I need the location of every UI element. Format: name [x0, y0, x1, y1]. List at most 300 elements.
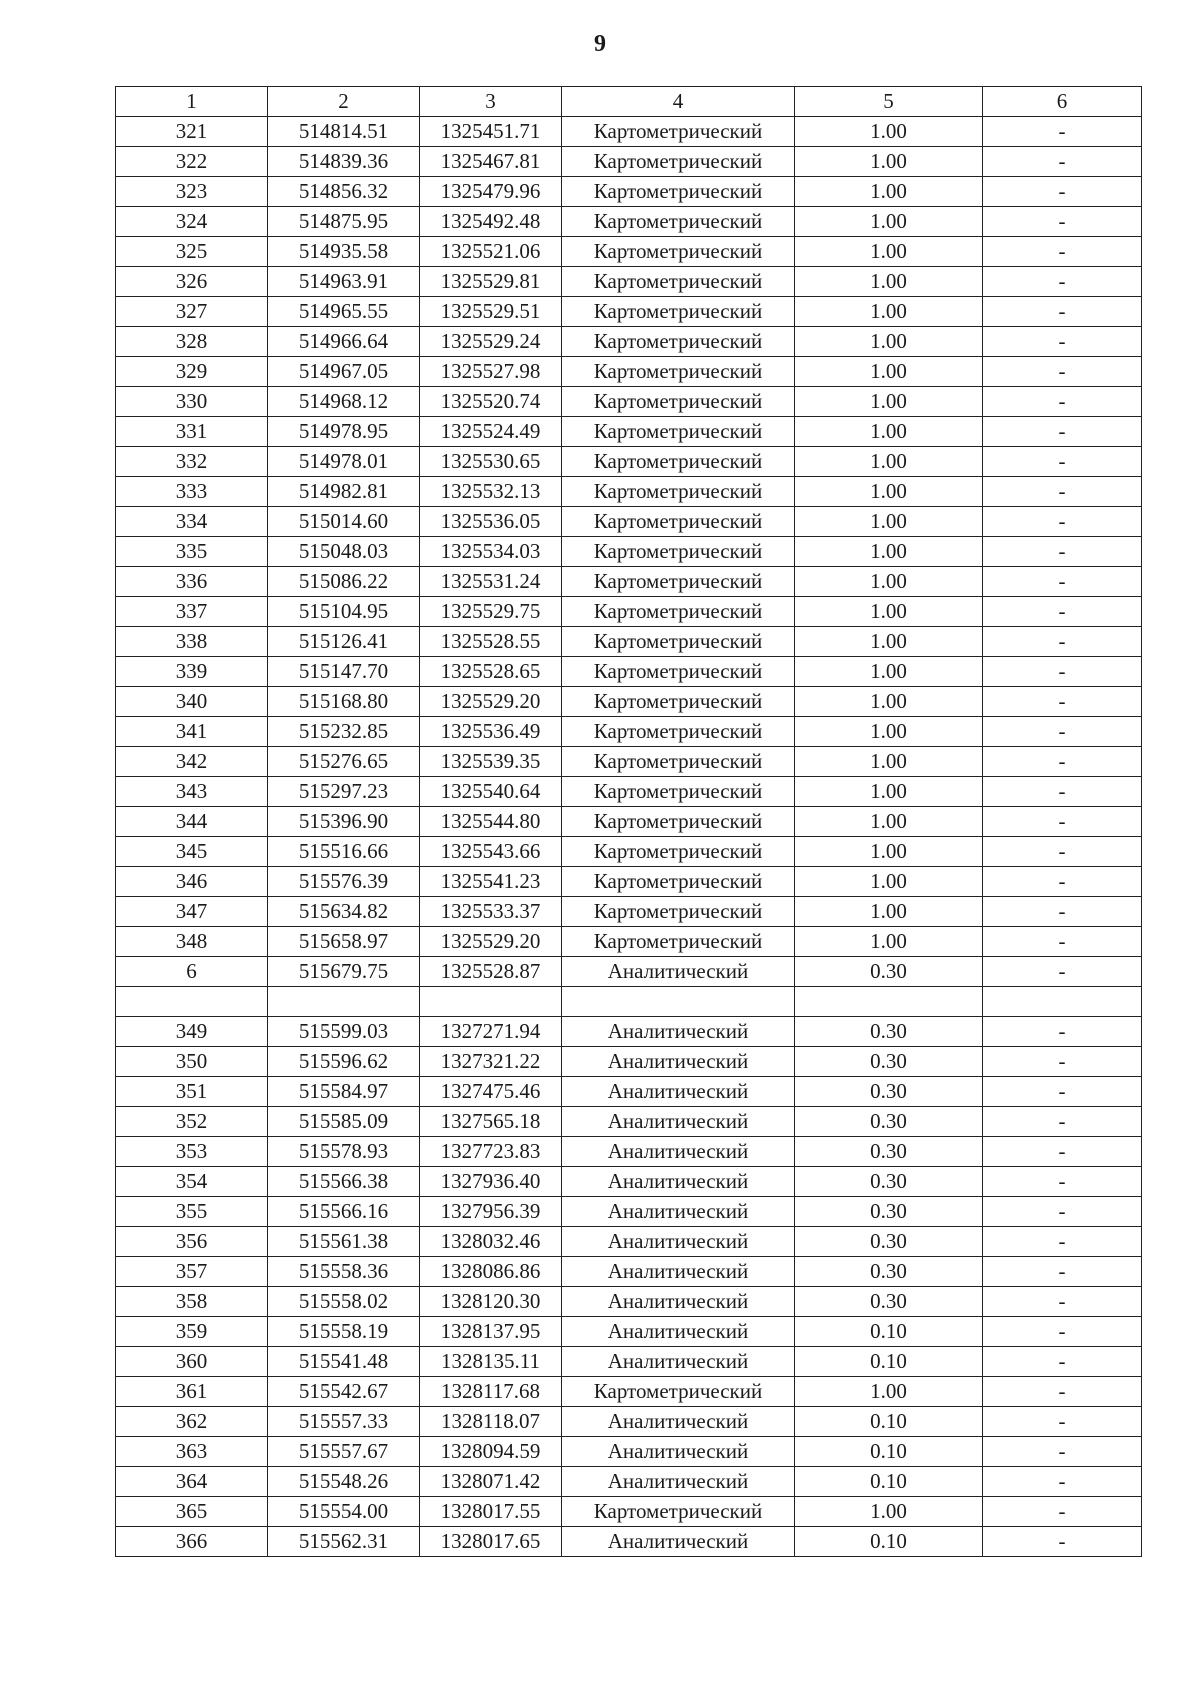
x-coordinate-cell: 515297.23 — [268, 777, 420, 807]
point-number-cell: 336 — [116, 567, 268, 597]
y-coordinate-cell: 1325529.24 — [420, 327, 562, 357]
y-coordinate-cell: 1328137.95 — [420, 1317, 562, 1347]
point-number-cell: 341 — [116, 717, 268, 747]
description-cell: - — [983, 1377, 1142, 1407]
table-row — [116, 237, 1142, 267]
accuracy-cell: 1.00 — [795, 807, 983, 837]
point-number-cell: 342 — [116, 747, 268, 777]
description-cell: - — [983, 1497, 1142, 1527]
accuracy-cell: 0.30 — [795, 1077, 983, 1107]
table-row — [116, 267, 1142, 297]
table-row — [116, 987, 1142, 1017]
y-coordinate-cell: 1325451.71 — [420, 117, 562, 147]
column-header: 3 — [420, 87, 562, 117]
accuracy-cell: 0.10 — [795, 1437, 983, 1467]
table-row — [116, 1227, 1142, 1257]
method-cell: Картометрический — [562, 717, 795, 747]
accuracy-cell: 1.00 — [795, 327, 983, 357]
description-cell: - — [983, 387, 1142, 417]
y-coordinate-cell: 1325467.81 — [420, 147, 562, 177]
method-cell: Картометрический — [562, 267, 795, 297]
y-coordinate-cell: 1327936.40 — [420, 1167, 562, 1197]
description-cell: - — [983, 237, 1142, 267]
method-cell: Аналитический — [562, 1107, 795, 1137]
table-row — [116, 747, 1142, 777]
accuracy-cell: 0.10 — [795, 1407, 983, 1437]
point-number-cell: 348 — [116, 927, 268, 957]
y-coordinate-cell: 1325534.03 — [420, 537, 562, 567]
y-coordinate-cell: 1328118.07 — [420, 1407, 562, 1437]
y-coordinate-cell: 1325524.49 — [420, 417, 562, 447]
table-row — [116, 507, 1142, 537]
table-row — [116, 327, 1142, 357]
table-row — [116, 837, 1142, 867]
description-cell: - — [983, 1287, 1142, 1317]
accuracy-cell: 0.30 — [795, 1167, 983, 1197]
y-coordinate-cell: 1328086.86 — [420, 1257, 562, 1287]
x-coordinate-cell: 515561.38 — [268, 1227, 420, 1257]
method-cell: Картометрический — [562, 237, 795, 267]
accuracy-cell: 0.30 — [795, 957, 983, 987]
table-row — [116, 807, 1142, 837]
method-cell: Картометрический — [562, 657, 795, 687]
method-cell: Аналитический — [562, 1257, 795, 1287]
y-coordinate-cell: 1325541.23 — [420, 867, 562, 897]
description-cell: - — [983, 447, 1142, 477]
description-cell: - — [983, 1017, 1142, 1047]
description-cell: - — [983, 117, 1142, 147]
description-cell: - — [983, 267, 1142, 297]
accuracy-cell: 1.00 — [795, 627, 983, 657]
description-cell: - — [983, 1467, 1142, 1497]
table-row — [116, 717, 1142, 747]
point-number-cell — [116, 987, 268, 1017]
table-row — [116, 1017, 1142, 1047]
method-cell: Картометрический — [562, 1497, 795, 1527]
point-number-cell: 363 — [116, 1437, 268, 1467]
accuracy-cell: 1.00 — [795, 507, 983, 537]
method-cell: Картометрический — [562, 597, 795, 627]
y-coordinate-cell — [420, 987, 562, 1017]
x-coordinate-cell: 515086.22 — [268, 567, 420, 597]
description-cell: - — [983, 717, 1142, 747]
description-cell: - — [983, 837, 1142, 867]
point-number-cell: 332 — [116, 447, 268, 477]
column-header: 5 — [795, 87, 983, 117]
method-cell: Картометрический — [562, 687, 795, 717]
description-cell: - — [983, 1527, 1142, 1557]
x-coordinate-cell: 515557.33 — [268, 1407, 420, 1437]
x-coordinate-cell: 515566.38 — [268, 1167, 420, 1197]
method-cell: Аналитический — [562, 1407, 795, 1437]
table-row — [116, 627, 1142, 657]
y-coordinate-cell: 1325529.81 — [420, 267, 562, 297]
y-coordinate-cell: 1327271.94 — [420, 1017, 562, 1047]
description-cell: - — [983, 627, 1142, 657]
method-cell: Картометрический — [562, 447, 795, 477]
y-coordinate-cell: 1328117.68 — [420, 1377, 562, 1407]
method-cell: Картометрический — [562, 417, 795, 447]
description-cell: - — [983, 537, 1142, 567]
description-cell: - — [983, 1437, 1142, 1467]
table-row — [116, 297, 1142, 327]
y-coordinate-cell: 1325529.75 — [420, 597, 562, 627]
x-coordinate-cell: 515576.39 — [268, 867, 420, 897]
column-header: 4 — [562, 87, 795, 117]
point-number-cell: 323 — [116, 177, 268, 207]
table-row — [116, 417, 1142, 447]
y-coordinate-cell: 1327723.83 — [420, 1137, 562, 1167]
description-cell: - — [983, 1197, 1142, 1227]
description-cell: - — [983, 177, 1142, 207]
x-coordinate-cell: 514967.05 — [268, 357, 420, 387]
x-coordinate-cell: 515634.82 — [268, 897, 420, 927]
point-number-cell: 322 — [116, 147, 268, 177]
method-cell: Картометрический — [562, 807, 795, 837]
accuracy-cell: 1.00 — [795, 747, 983, 777]
x-coordinate-cell: 514968.12 — [268, 387, 420, 417]
description-cell: - — [983, 357, 1142, 387]
table-row — [116, 597, 1142, 627]
x-coordinate-cell: 515126.41 — [268, 627, 420, 657]
y-coordinate-cell: 1327956.39 — [420, 1197, 562, 1227]
method-cell: Аналитический — [562, 957, 795, 987]
x-coordinate-cell: 515542.67 — [268, 1377, 420, 1407]
y-coordinate-cell: 1325528.55 — [420, 627, 562, 657]
method-cell: Аналитический — [562, 1227, 795, 1257]
description-cell: - — [983, 897, 1142, 927]
point-number-cell: 335 — [116, 537, 268, 567]
accuracy-cell: 0.10 — [795, 1347, 983, 1377]
method-cell: Картометрический — [562, 897, 795, 927]
x-coordinate-cell: 514982.81 — [268, 477, 420, 507]
x-coordinate-cell: 514978.95 — [268, 417, 420, 447]
description-cell: - — [983, 777, 1142, 807]
y-coordinate-cell: 1325531.24 — [420, 567, 562, 597]
y-coordinate-cell: 1325536.05 — [420, 507, 562, 537]
table-row — [116, 387, 1142, 417]
table-row — [116, 1077, 1142, 1107]
y-coordinate-cell: 1328071.42 — [420, 1467, 562, 1497]
accuracy-cell: 1.00 — [795, 207, 983, 237]
x-coordinate-cell: 515014.60 — [268, 507, 420, 537]
y-coordinate-cell: 1328032.46 — [420, 1227, 562, 1257]
description-cell: - — [983, 417, 1142, 447]
description-cell: - — [983, 1167, 1142, 1197]
description-cell: - — [983, 957, 1142, 987]
point-number-cell: 366 — [116, 1527, 268, 1557]
y-coordinate-cell: 1325536.49 — [420, 717, 562, 747]
accuracy-cell: 0.30 — [795, 1197, 983, 1227]
accuracy-cell: 0.30 — [795, 1017, 983, 1047]
x-coordinate-cell: 515276.65 — [268, 747, 420, 777]
method-cell: Картометрический — [562, 927, 795, 957]
table-row — [116, 687, 1142, 717]
method-cell: Картометрический — [562, 1377, 795, 1407]
method-cell: Картометрический — [562, 297, 795, 327]
x-coordinate-cell — [268, 987, 420, 1017]
description-cell: - — [983, 747, 1142, 777]
y-coordinate-cell: 1328017.65 — [420, 1527, 562, 1557]
accuracy-cell: 1.00 — [795, 387, 983, 417]
method-cell: Аналитический — [562, 1467, 795, 1497]
y-coordinate-cell: 1325543.66 — [420, 837, 562, 867]
point-number-cell: 333 — [116, 477, 268, 507]
column-header: 2 — [268, 87, 420, 117]
y-coordinate-cell: 1325540.64 — [420, 777, 562, 807]
table-row — [116, 207, 1142, 237]
description-cell: - — [983, 1047, 1142, 1077]
point-number-cell: 359 — [116, 1317, 268, 1347]
table-row — [116, 447, 1142, 477]
accuracy-cell: 1.00 — [795, 717, 983, 747]
table-header-row — [116, 87, 1142, 117]
table-row — [116, 1137, 1142, 1167]
y-coordinate-cell: 1325492.48 — [420, 207, 562, 237]
x-coordinate-cell: 515679.75 — [268, 957, 420, 987]
x-coordinate-cell: 515147.70 — [268, 657, 420, 687]
accuracy-cell: 1.00 — [795, 537, 983, 567]
method-cell: Аналитический — [562, 1437, 795, 1467]
description-cell — [983, 987, 1142, 1017]
table-row — [116, 1377, 1142, 1407]
accuracy-cell: 1.00 — [795, 687, 983, 717]
x-coordinate-cell: 515541.48 — [268, 1347, 420, 1377]
x-coordinate-cell: 515578.93 — [268, 1137, 420, 1167]
x-coordinate-cell: 515048.03 — [268, 537, 420, 567]
x-coordinate-cell: 515585.09 — [268, 1107, 420, 1137]
table-row — [116, 1347, 1142, 1377]
y-coordinate-cell: 1325529.51 — [420, 297, 562, 327]
table-row — [116, 1317, 1142, 1347]
table-row — [116, 1527, 1142, 1557]
description-cell: - — [983, 477, 1142, 507]
y-coordinate-cell: 1325532.13 — [420, 477, 562, 507]
y-coordinate-cell: 1325520.74 — [420, 387, 562, 417]
description-cell: - — [983, 1227, 1142, 1257]
table-row — [116, 867, 1142, 897]
method-cell: Картометрический — [562, 327, 795, 357]
accuracy-cell — [795, 987, 983, 1017]
x-coordinate-cell: 515516.66 — [268, 837, 420, 867]
method-cell: Картометрический — [562, 537, 795, 567]
point-number-cell: 324 — [116, 207, 268, 237]
method-cell: Аналитический — [562, 1317, 795, 1347]
point-number-cell: 360 — [116, 1347, 268, 1377]
point-number-cell: 344 — [116, 807, 268, 837]
description-cell: - — [983, 687, 1142, 717]
description-cell: - — [983, 1107, 1142, 1137]
y-coordinate-cell: 1327321.22 — [420, 1047, 562, 1077]
table-body — [116, 117, 1142, 1557]
accuracy-cell: 1.00 — [795, 867, 983, 897]
description-cell: - — [983, 1077, 1142, 1107]
table-row — [116, 567, 1142, 597]
accuracy-cell: 1.00 — [795, 237, 983, 267]
y-coordinate-cell: 1325529.20 — [420, 927, 562, 957]
method-cell: Картометрический — [562, 477, 795, 507]
table-row — [116, 1407, 1142, 1437]
x-coordinate-cell: 515562.31 — [268, 1527, 420, 1557]
table-row — [116, 777, 1142, 807]
x-coordinate-cell: 515168.80 — [268, 687, 420, 717]
accuracy-cell: 1.00 — [795, 837, 983, 867]
point-number-cell: 331 — [116, 417, 268, 447]
table-row — [116, 927, 1142, 957]
accuracy-cell: 0.30 — [795, 1287, 983, 1317]
description-cell: - — [983, 507, 1142, 537]
point-number-cell: 328 — [116, 327, 268, 357]
point-number-cell: 339 — [116, 657, 268, 687]
method-cell: Аналитический — [562, 1347, 795, 1377]
point-number-cell: 356 — [116, 1227, 268, 1257]
accuracy-cell: 0.10 — [795, 1467, 983, 1497]
description-cell: - — [983, 1407, 1142, 1437]
x-coordinate-cell: 514839.36 — [268, 147, 420, 177]
description-cell: - — [983, 1257, 1142, 1287]
x-coordinate-cell: 514856.32 — [268, 177, 420, 207]
accuracy-cell: 0.10 — [795, 1527, 983, 1557]
accuracy-cell: 0.30 — [795, 1137, 983, 1167]
method-cell: Аналитический — [562, 1527, 795, 1557]
y-coordinate-cell: 1325528.87 — [420, 957, 562, 987]
y-coordinate-cell: 1328094.59 — [420, 1437, 562, 1467]
point-number-cell: 351 — [116, 1077, 268, 1107]
point-number-cell: 329 — [116, 357, 268, 387]
table-row — [116, 1437, 1142, 1467]
x-coordinate-cell: 514965.55 — [268, 297, 420, 327]
accuracy-cell: 1.00 — [795, 357, 983, 387]
x-coordinate-cell: 514935.58 — [268, 237, 420, 267]
column-header: 1 — [116, 87, 268, 117]
point-number-cell: 353 — [116, 1137, 268, 1167]
description-cell: - — [983, 867, 1142, 897]
y-coordinate-cell: 1327475.46 — [420, 1077, 562, 1107]
point-number-cell: 321 — [116, 117, 268, 147]
point-number-cell: 330 — [116, 387, 268, 417]
y-coordinate-cell: 1325528.65 — [420, 657, 562, 687]
y-coordinate-cell: 1325533.37 — [420, 897, 562, 927]
point-number-cell: 6 — [116, 957, 268, 987]
method-cell: Аналитический — [562, 1197, 795, 1227]
y-coordinate-cell: 1328135.11 — [420, 1347, 562, 1377]
point-number-cell: 347 — [116, 897, 268, 927]
point-number-cell: 364 — [116, 1467, 268, 1497]
description-cell: - — [983, 297, 1142, 327]
accuracy-cell: 1.00 — [795, 927, 983, 957]
method-cell: Картометрический — [562, 567, 795, 597]
table-row — [116, 357, 1142, 387]
x-coordinate-cell: 515584.97 — [268, 1077, 420, 1107]
point-number-cell: 361 — [116, 1377, 268, 1407]
table-row — [116, 1197, 1142, 1227]
y-coordinate-cell: 1328120.30 — [420, 1287, 562, 1317]
point-number-cell: 343 — [116, 777, 268, 807]
description-cell: - — [983, 1317, 1142, 1347]
x-coordinate-cell: 515548.26 — [268, 1467, 420, 1497]
accuracy-cell: 1.00 — [795, 567, 983, 597]
method-cell: Картометрический — [562, 837, 795, 867]
accuracy-cell: 0.30 — [795, 1107, 983, 1137]
x-coordinate-cell: 515232.85 — [268, 717, 420, 747]
method-cell: Картометрический — [562, 507, 795, 537]
point-number-cell: 357 — [116, 1257, 268, 1287]
x-coordinate-cell: 515566.16 — [268, 1197, 420, 1227]
y-coordinate-cell: 1328017.55 — [420, 1497, 562, 1527]
y-coordinate-cell: 1325521.06 — [420, 237, 562, 267]
table-row — [116, 477, 1142, 507]
y-coordinate-cell: 1327565.18 — [420, 1107, 562, 1137]
method-cell — [562, 987, 795, 1017]
description-cell: - — [983, 1347, 1142, 1377]
x-coordinate-cell: 515558.19 — [268, 1317, 420, 1347]
point-number-cell: 340 — [116, 687, 268, 717]
accuracy-cell: 0.10 — [795, 1317, 983, 1347]
description-cell: - — [983, 327, 1142, 357]
method-cell: Картометрический — [562, 747, 795, 777]
accuracy-cell: 1.00 — [795, 477, 983, 507]
accuracy-cell: 1.00 — [795, 417, 983, 447]
table-row — [116, 177, 1142, 207]
x-coordinate-cell: 514978.01 — [268, 447, 420, 477]
accuracy-cell: 1.00 — [795, 117, 983, 147]
x-coordinate-cell: 515557.67 — [268, 1437, 420, 1467]
method-cell: Аналитический — [562, 1287, 795, 1317]
method-cell: Картометрический — [562, 777, 795, 807]
point-number-cell: 362 — [116, 1407, 268, 1437]
y-coordinate-cell: 1325530.65 — [420, 447, 562, 477]
table-row — [116, 1167, 1142, 1197]
accuracy-cell: 1.00 — [795, 267, 983, 297]
point-number-cell: 346 — [116, 867, 268, 897]
description-cell: - — [983, 1137, 1142, 1167]
method-cell: Картометрический — [562, 357, 795, 387]
y-coordinate-cell: 1325529.20 — [420, 687, 562, 717]
x-coordinate-cell: 515599.03 — [268, 1017, 420, 1047]
table-row — [116, 1287, 1142, 1317]
table-row — [116, 1497, 1142, 1527]
method-cell: Картометрический — [562, 207, 795, 237]
accuracy-cell: 1.00 — [795, 1497, 983, 1527]
accuracy-cell: 0.30 — [795, 1257, 983, 1287]
x-coordinate-cell: 514875.95 — [268, 207, 420, 237]
y-coordinate-cell: 1325527.98 — [420, 357, 562, 387]
point-number-cell: 350 — [116, 1047, 268, 1077]
point-number-cell: 358 — [116, 1287, 268, 1317]
x-coordinate-cell: 514966.64 — [268, 327, 420, 357]
description-cell: - — [983, 657, 1142, 687]
table-row — [116, 1107, 1142, 1137]
point-number-cell: 354 — [116, 1167, 268, 1197]
x-coordinate-cell: 514814.51 — [268, 117, 420, 147]
y-coordinate-cell: 1325539.35 — [420, 747, 562, 777]
point-number-cell: 326 — [116, 267, 268, 297]
page-number: 9 — [594, 31, 606, 57]
table-row — [116, 147, 1142, 177]
description-cell: - — [983, 567, 1142, 597]
description-cell: - — [983, 597, 1142, 627]
description-cell: - — [983, 927, 1142, 957]
point-number-cell: 334 — [116, 507, 268, 537]
table-row — [116, 657, 1142, 687]
table-row — [116, 1257, 1142, 1287]
accuracy-cell: 0.30 — [795, 1227, 983, 1257]
accuracy-cell: 1.00 — [795, 147, 983, 177]
point-number-cell: 337 — [116, 597, 268, 627]
column-header: 6 — [983, 87, 1142, 117]
accuracy-cell: 1.00 — [795, 1377, 983, 1407]
y-coordinate-cell: 1325479.96 — [420, 177, 562, 207]
